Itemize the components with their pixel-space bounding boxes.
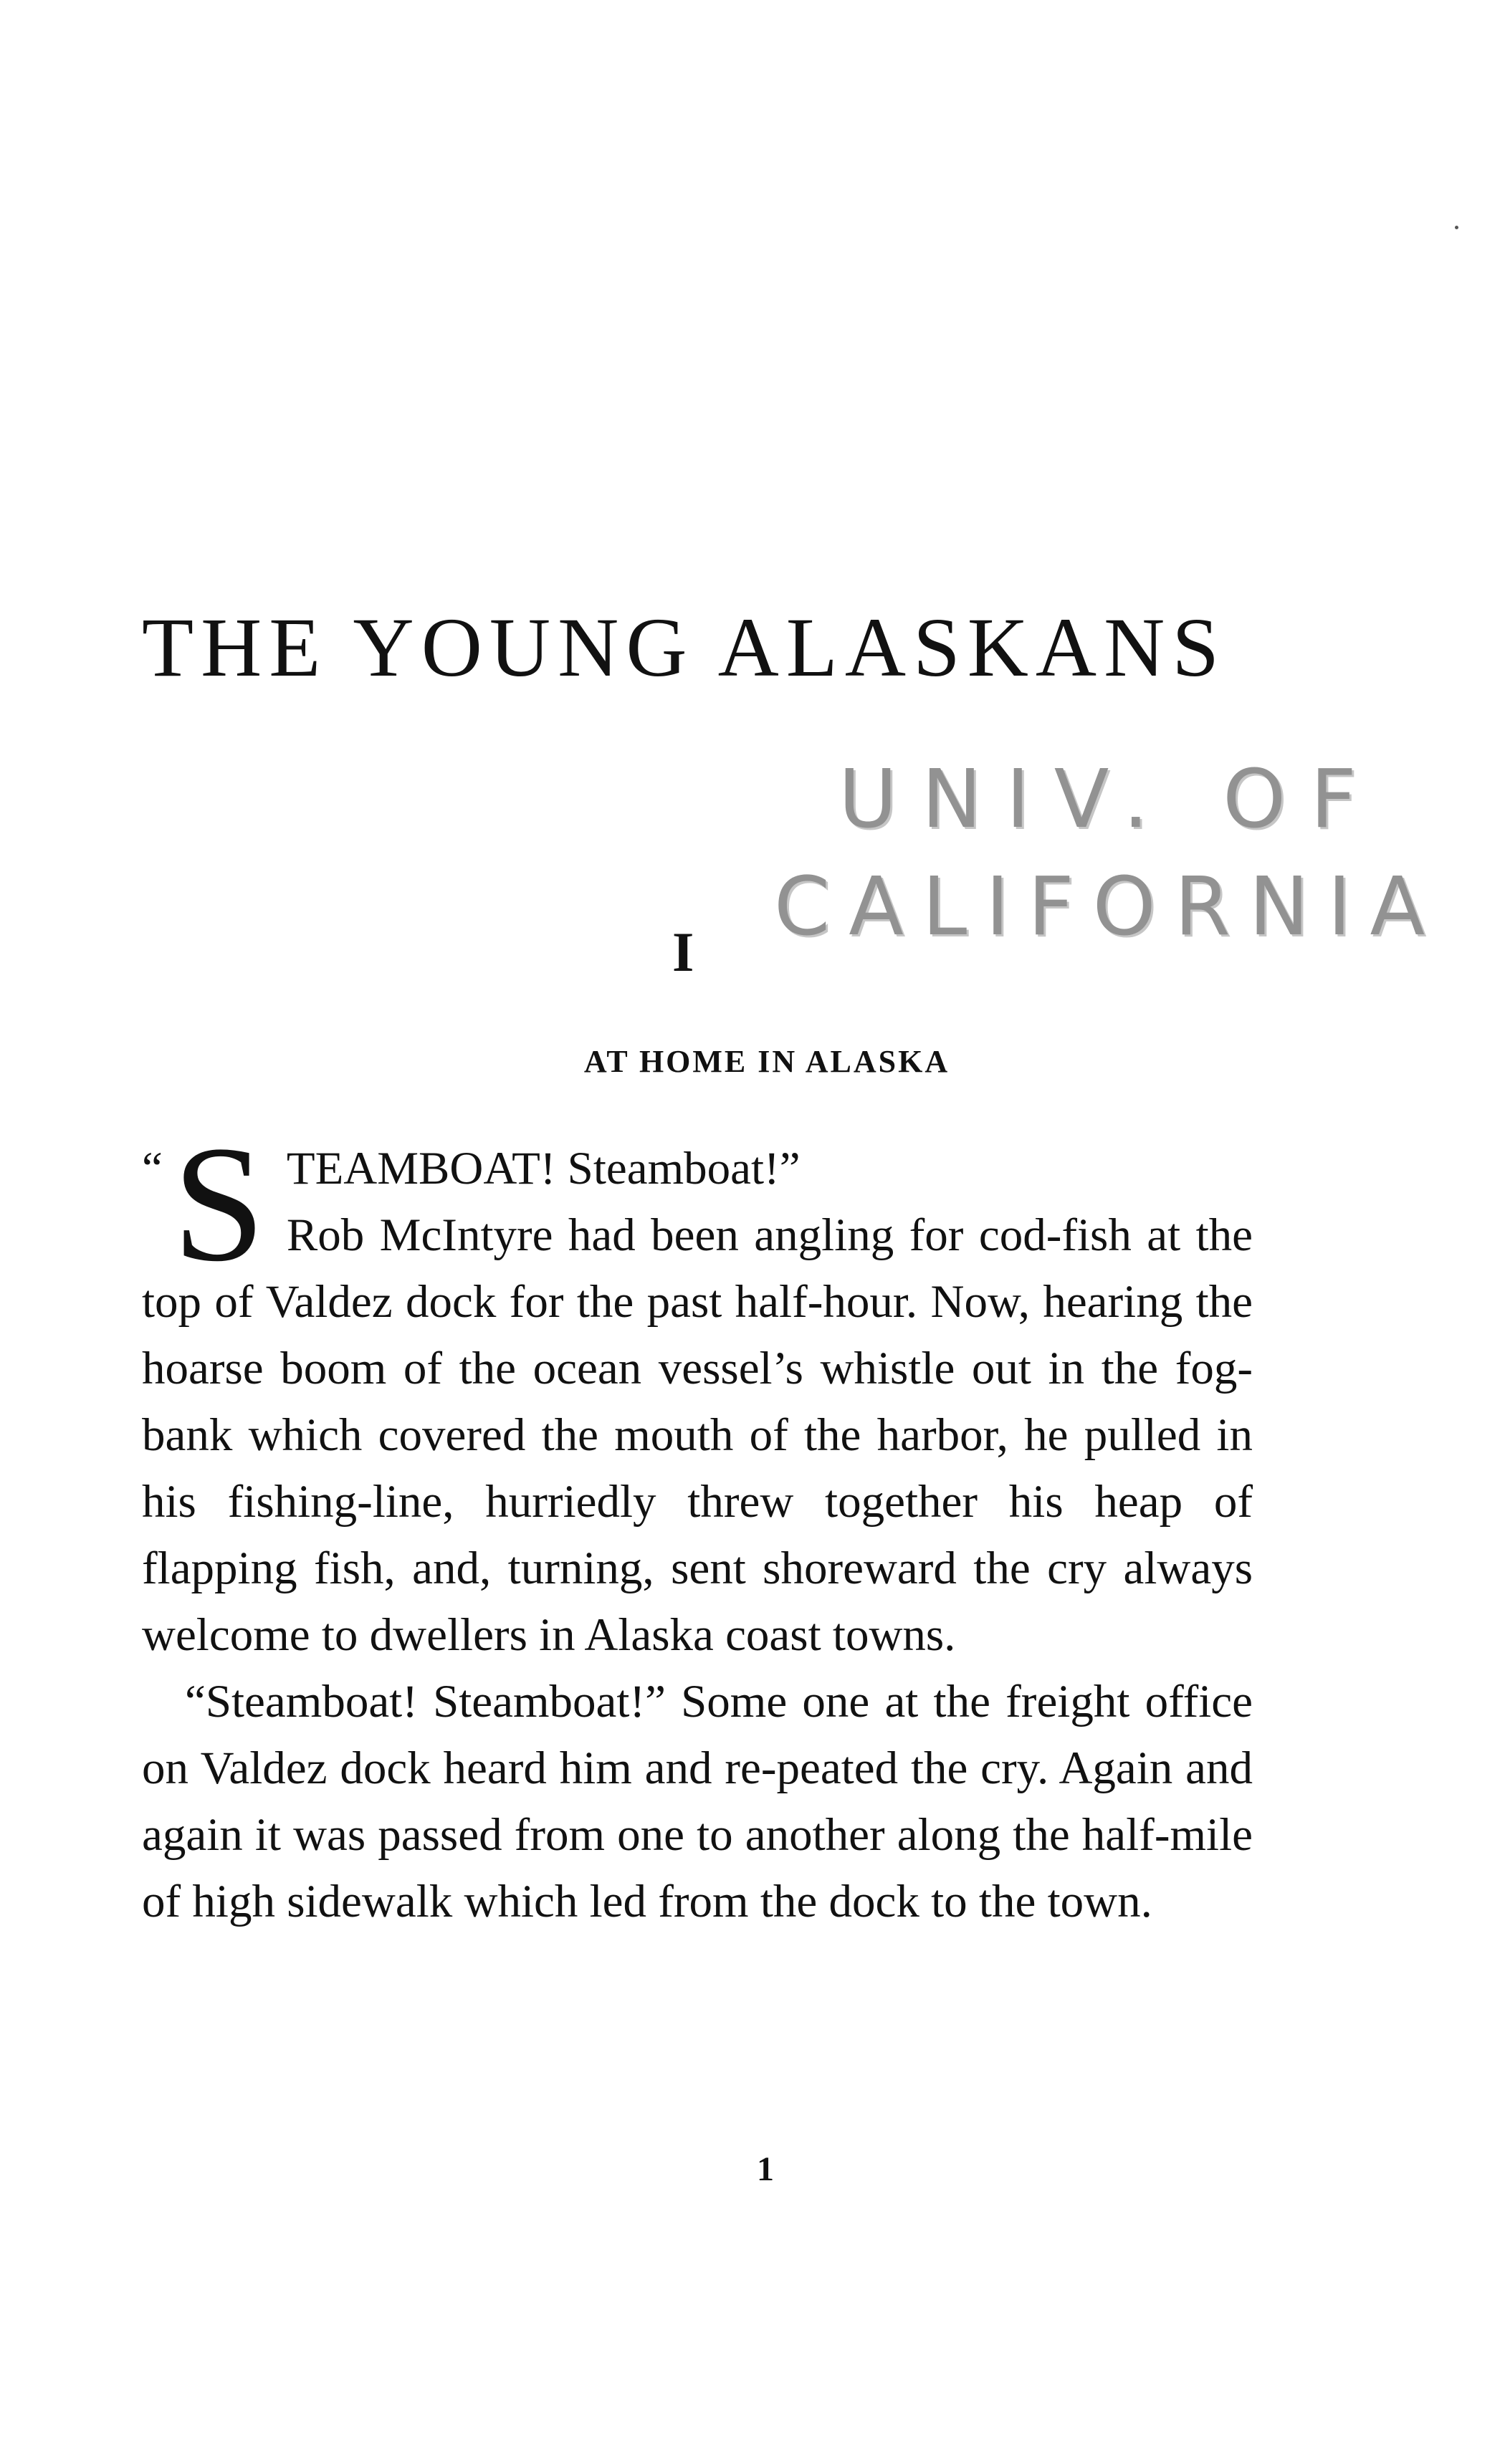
running-book-title: THE YOUNG ALASKANS xyxy=(142,600,1226,694)
drop-cap: S xyxy=(172,1112,265,1296)
page-number: 1 xyxy=(757,2150,774,2188)
paragraph-2: “Steamboat! Steamboat!” Some one at the freight office on Valdez dock heard him and re-peated the cry. Again and again it was passed from one to another along the half-mile of high sidewalk which led from the dock to the town. xyxy=(142,1676,1253,1927)
opening-line: TEAMBOAT! Steamboat!” xyxy=(286,1143,801,1194)
opening-paragraph xyxy=(142,1112,1253,1669)
opening-quote-mark: “ xyxy=(142,1143,163,1194)
chapter-number: I xyxy=(672,921,694,983)
scan-speck xyxy=(1455,226,1458,229)
chapter-body xyxy=(142,1112,1253,1935)
library-stamp xyxy=(774,753,1444,974)
chapter-title: AT HOME IN ALASKA xyxy=(583,1044,950,1079)
stamp-line-1: UNIV. OF xyxy=(838,753,1381,846)
stamp-line-2: CALIFORNIA xyxy=(774,861,1444,954)
paragraph-1-text: Rob McIntyre had been angling for cod-fish at the top of Valdez dock for the past half-hour. Now, hearing the hoarse boom of the ocean vessel’s whistle out in the fog-bank which covered the mouth of the harbor, he pulled in his fishing-line, hurriedly threw together his heap of flapping fish, and, turning, sent shoreward the cry always welcome to dwellers in Alaska coast towns. xyxy=(142,1209,1253,1661)
